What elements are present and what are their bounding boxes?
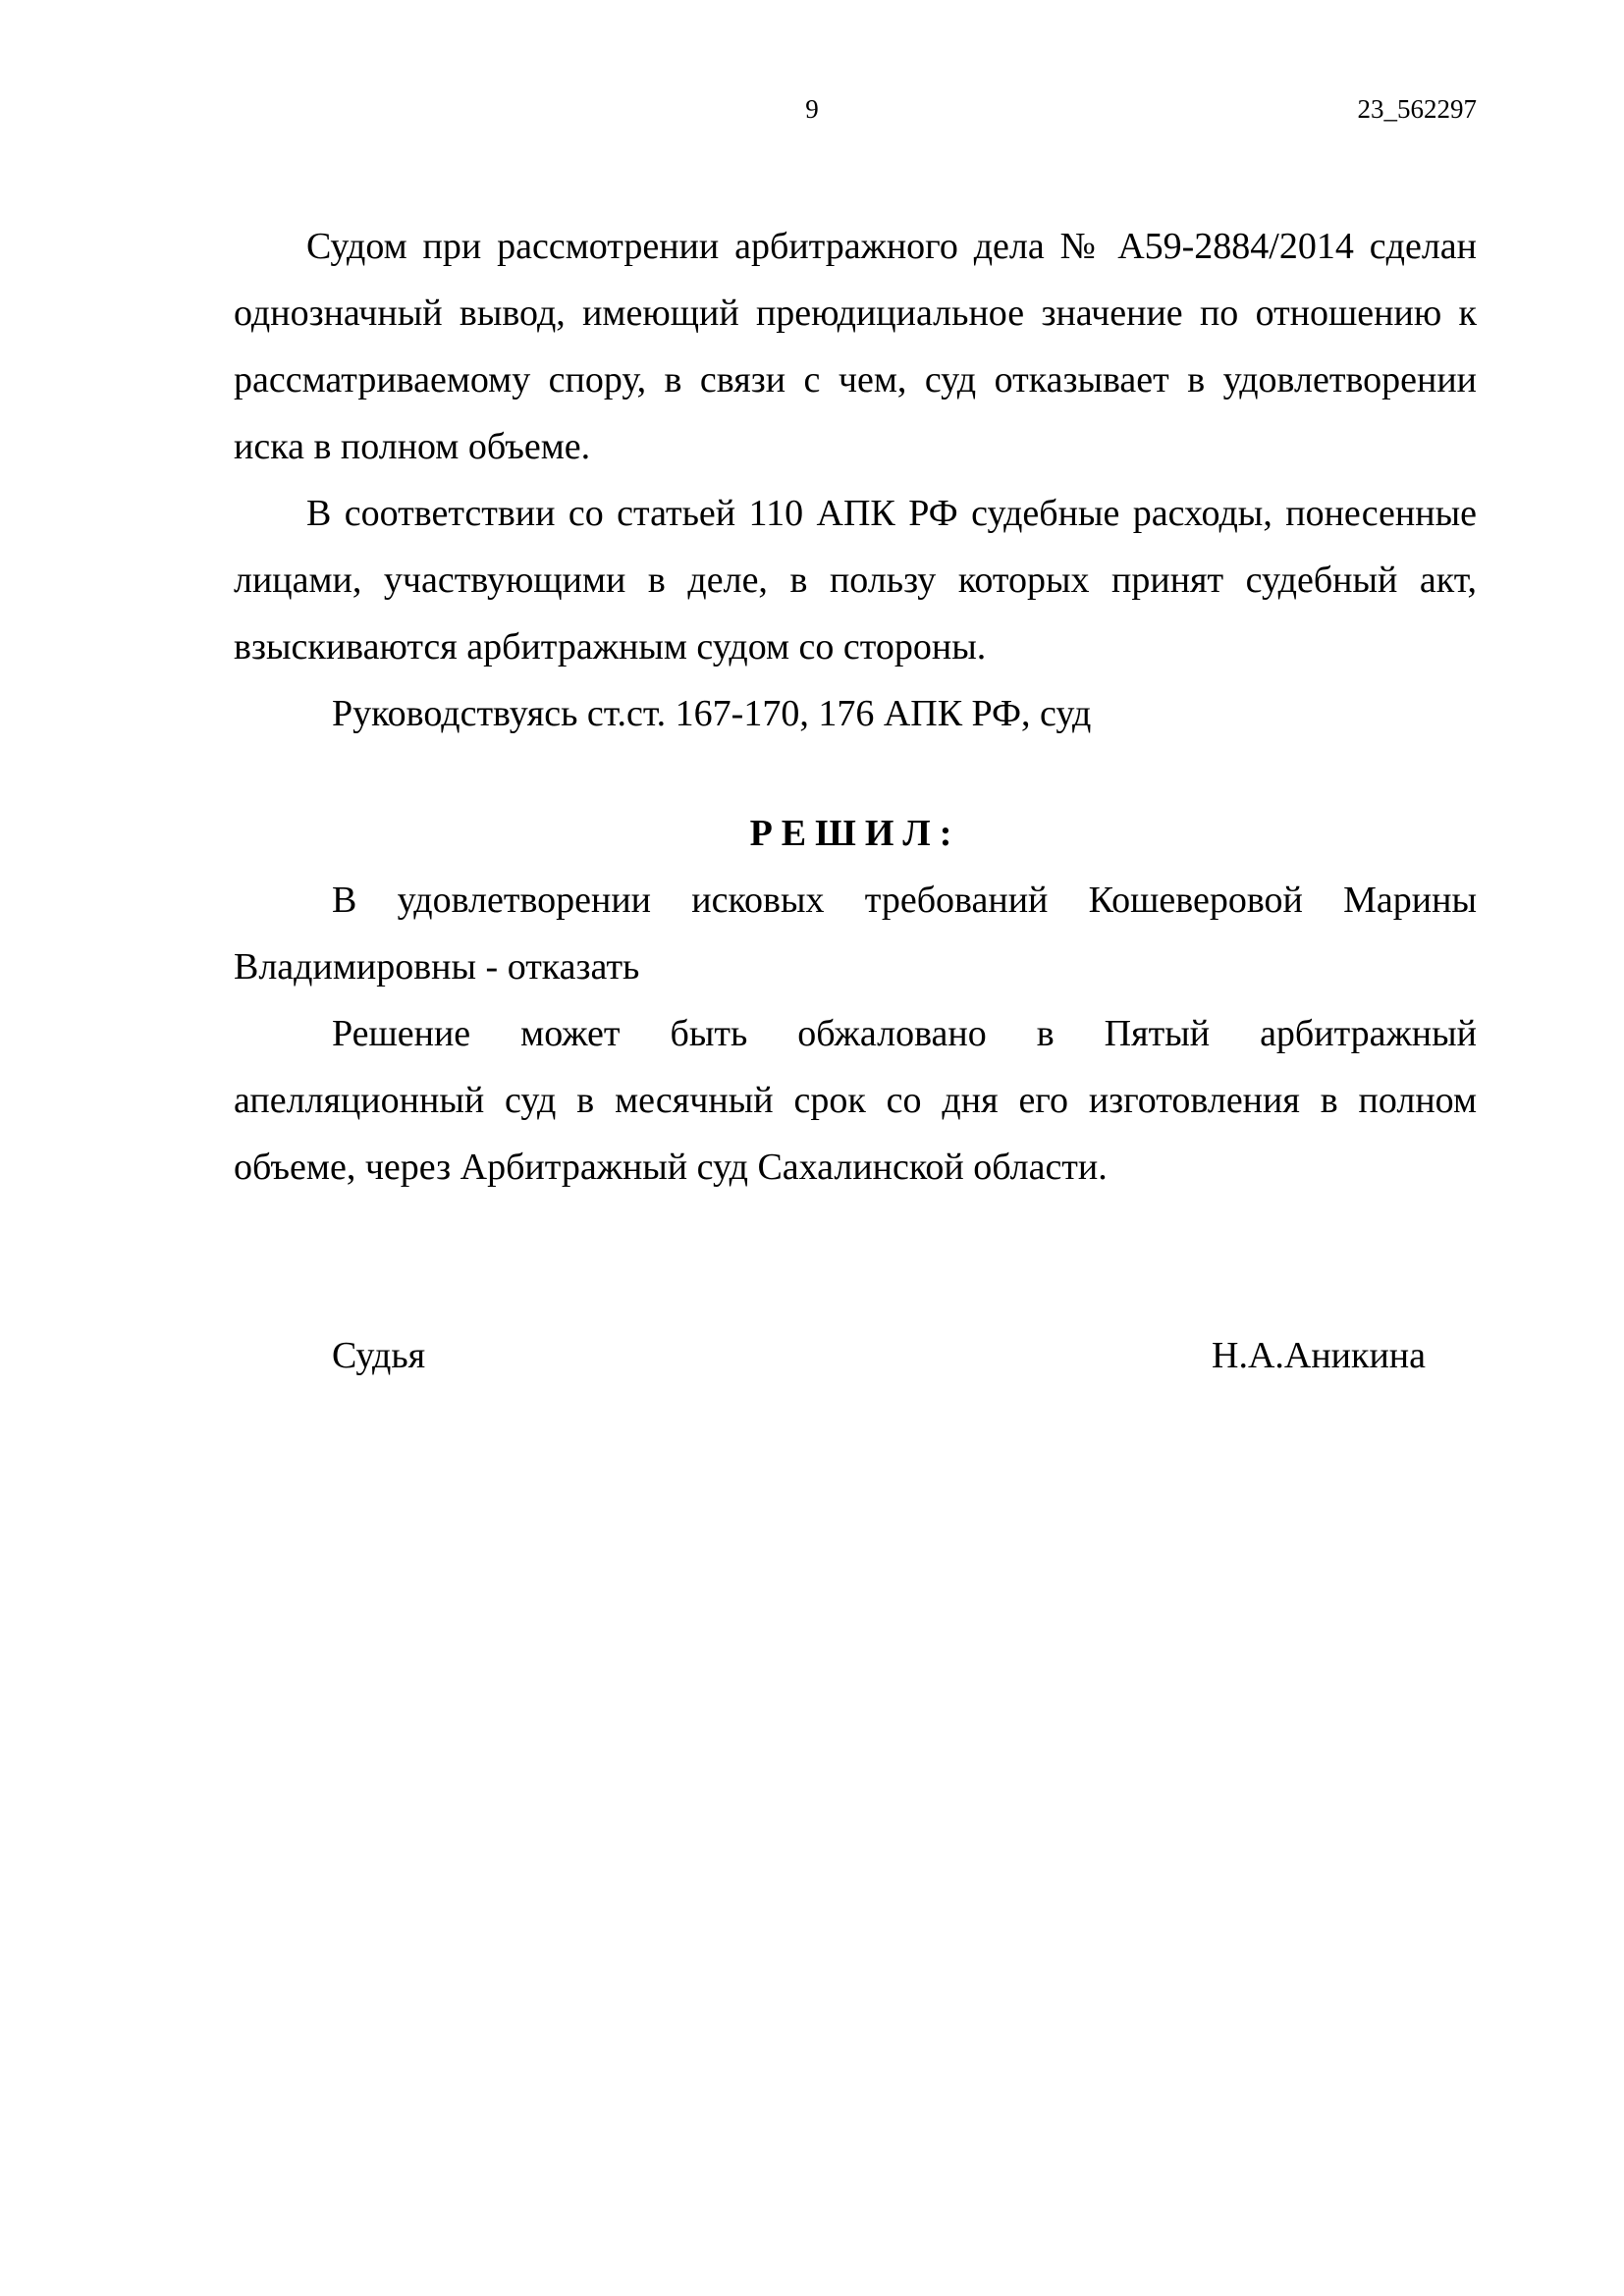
signature-name: Н.А.Аникина bbox=[1212, 1335, 1426, 1376]
decision-heading: РЕШИЛ: bbox=[749, 813, 961, 854]
page-number: 9 bbox=[805, 94, 819, 124]
paragraph-court-costs: В соответствии со статьей 110 АПК РФ судебные расходы, понесенные лицами, участвующими в деле, в пользу которых принят судебный акт, взыскиваются арбитражным судом со стороны. bbox=[234, 493, 1477, 667]
document-body bbox=[234, 213, 1477, 1201]
signature-role: Судья bbox=[332, 1335, 426, 1376]
paragraph-preclusion: Судом при рассмотрении арбитражного дела № А59-2884/2014 сделан однозначный вывод, имеющий преюдициальное значение по отношению к рассматриваемому спору, в связи с чем, суд отказывает в удовлетворении иска в полном объеме. bbox=[234, 226, 1477, 467]
paragraph-appeal: Решение может быть обжаловано в Пятый арбитражный апелляционный суд в месячный срок со дня его изготовления в полном объеме, через Арбитражный суд Сахалинской области. bbox=[234, 1013, 1477, 1188]
document-id: 23_562297 bbox=[1357, 94, 1477, 124]
paragraph-guided-by: Руководствуясь ст.ст. 167-170, 176 АПК РФ, суд bbox=[332, 693, 1092, 734]
paragraph-decision-refuse: В удовлетворении исковых требований Кошеверовой Марины Владимировны - отказать bbox=[234, 880, 1477, 988]
